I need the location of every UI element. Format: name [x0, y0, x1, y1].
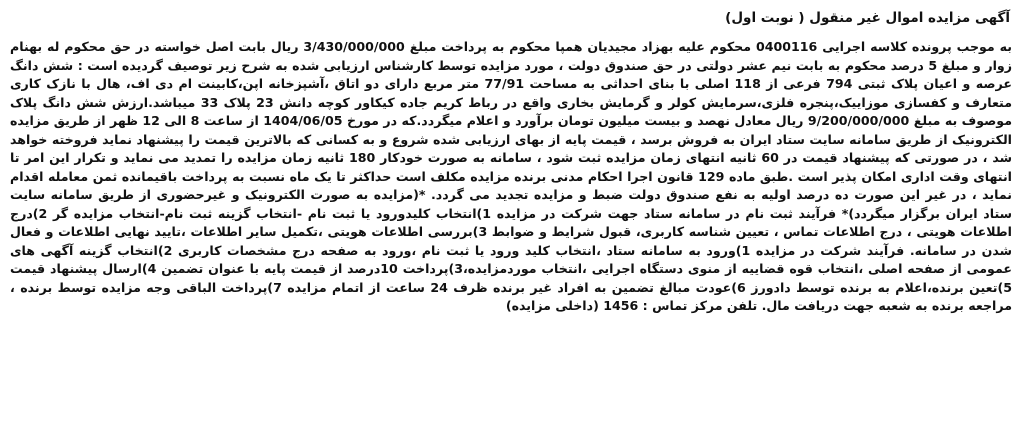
notice-body: به موجب پرونده کلاسه اجرایی 0400116 محکوم علیه بهزاد مجیدیان همپا محکوم به پرداخت مبلغ 3/430/000/000 ریال بابت اصل خواسته در حق محکوم له بهنام زوار و مبلغ 5 درصد محکوم به بابت نیم عشر دولتی در حق صندوق دولت ، مورد مزایده توسط کارشناس ارزیابی شده به شرح زیر توصیف گردیده است : شش دانگ عرصه و اعیان پلاک ثبتی 794 فرعی از 118 اصلی با بنای احداثی به مساحت 77/91 متر مربع دارای دو اتاق ،آشپزخانه اپن،کابینت ام دی اف، هال با نازک کاری متعارف و کفسازی موزاییک،پنجره فلزی،سرمایش کولر و گرمایش بخاری واقع در رباط کریم جاده کیکاور کوچه دانش 23 پلاک 33 میباشد.ارزش شش دانگ پلاک موصوف به مبلغ 9/200/000/000 ریال معادل نهصد و بیست میلیون تومان برآورد و اعلام میگردد.که در مورخ 1404/06/05 از ساعت 8 الی 12 ظهر از طریق مزایده الکترونیک از طریق سامانه سایت ستاد ایران به فروش برسد ، قیمت پایه از بهای ارزیابی شده شروع و به کسانی که بالاترین قیمت را پیشنهاد نماید فروخته خواهد شد ، در صورتی که پیشنهاد قیمت در 60 ثانیه انتهای زمان مزایده ثبت شود ، سامانه به صورت خودکار 180 ثانیه زمان مزایده را تمدید می نماید و تکرار این امر تا انتهای وقت اداری امکان پذیر است .طبق ماده 129 قانون اجرا احکام مدنی برنده مزایده مکلف است حداکثر تا یک ماه نسبت به پرداخت باقیمانده ثمن معامله اقدام نماید ، در غیر این صورت ده درصد اولیه به نفع صندوق دولت ضبط و مزایده تجدید می گردد. *(مزایده به صورت الکترونیک و غیرحضوری از طریق سامانه سایت ستاد ایران برگزار میگردد)* فرآیند ثبت نام در سامانه ستاد جهت شرکت در مزایده 1)انتخاب کلیدورود یا ثبت نام -انتخاب گزینه ثبت نام-انتخاب مزایده گر 2)درج اطلاعات هویتی ، درج اطلاعات تماس ، تعیین شناسه کاربری، قبول شرایط و ضوابط 3)بررسی اطلاعات هویتی ،تکمیل سایر اطلاعات ،تایید نهایی اطلاعات و فعال شدن در سامانه. فرآیند شرکت در مزایده 1)ورود به سامانه ستاد ،انتخاب کلید ورود یا ثبت نام ،ورود به صفحه درج مشخصات کاربری 2)انتخاب گزینه آگهی های عمومی از صفحه اصلی ،انتخاب قوه قضاییه از منوی دستگاه اجرایی ،انتخاب موردمزایده،3)پرداخت 10درصد از قیمت پایه با عنوان تضمین 4)ارسال پیشنهاد قیمت 5)تعین برنده،اعلام به برنده توسط دادورز 6)عودت مبالغ تضمین به افراد غیر برنده ظرف 24 ساعت از اتمام مزایده 7)پرداخت الباقی وجه مزایده توسط برنده ، مراجعه برنده به شعبه جهت دریافت مال. تلفن مرکز تماس : 1456 (داخلی مزایده) [10, 39, 1013, 313]
notice-title: آگهی مزایده اموال غیر منقول ( نوبت اول) [725, 10, 1010, 26]
